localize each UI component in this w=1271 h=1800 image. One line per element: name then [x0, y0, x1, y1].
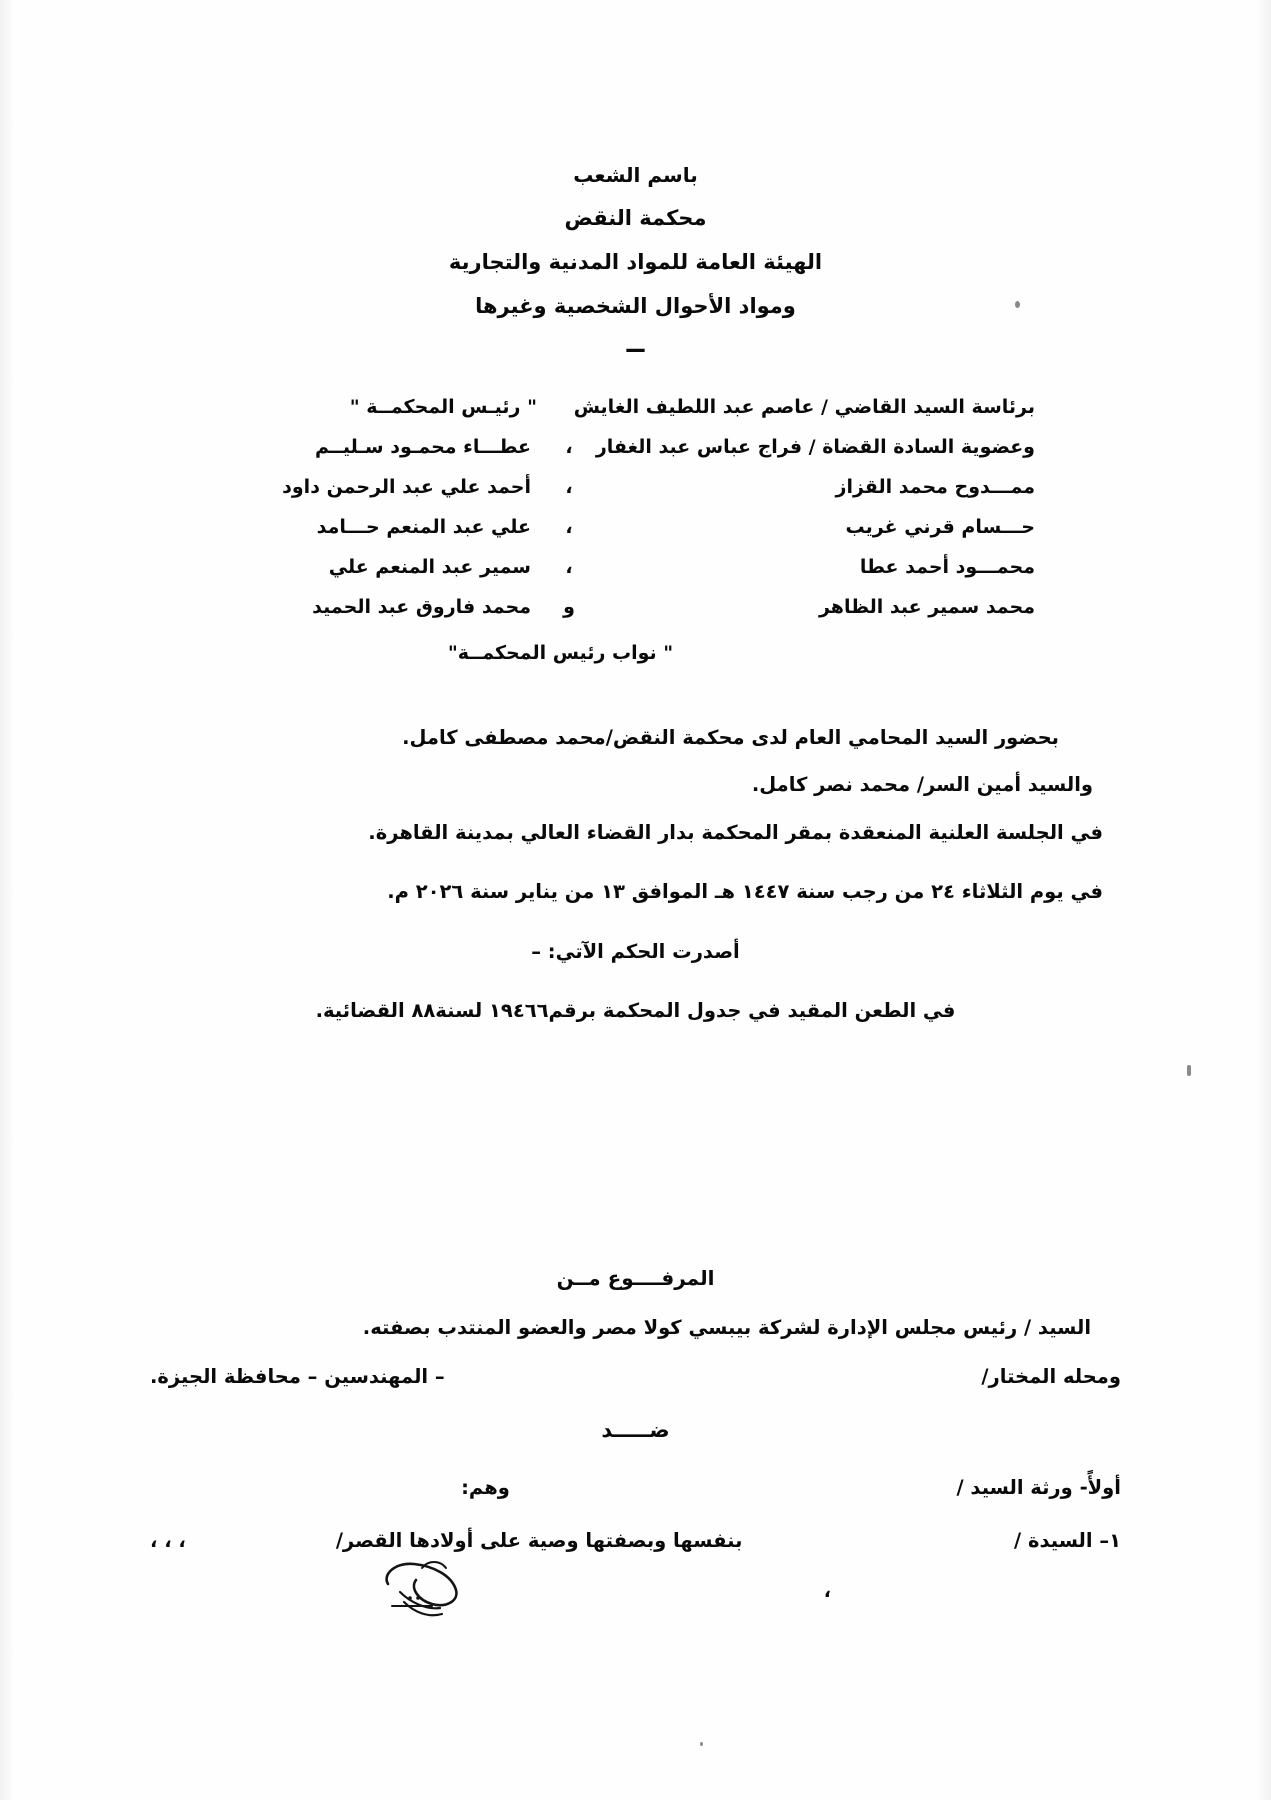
presiding-judge-name: برئاسة السيد القاضي / عاصم عبد اللطيف الغايش — [573, 396, 1035, 418]
respondent-item-description: بنفسها وبصفتها وصية على أولادها القصر/ — [335, 1529, 743, 1552]
scan-edge-right — [1257, 0, 1271, 1800]
scan-speck — [1187, 1065, 1191, 1076]
case-reference-line: في الطعن المقيد في جدول المحكمة برقم١٩٤٦٦ لسنة٨٨ القضائية. — [315, 998, 956, 1022]
presiding-judge-role: " رئيـس المحكمــة " — [349, 396, 537, 418]
title-separator-dash: ــ — [626, 329, 645, 359]
page-title-in-name-of-people: باسم الشعب — [573, 163, 698, 187]
filed-by-heading: المرفــــوع مــن — [556, 1266, 715, 1290]
panel-row-member-judges-3 — [150, 516, 1121, 556]
appellant-line: السيد / رئيس مجلس الإدارة لشركة بيبسي كولا مصر والعضو المنتدب بصفته. — [362, 1316, 1091, 1339]
verdict-intro-line: أصدرت الحكم الآتي: – — [531, 939, 740, 963]
court-chamber-personal-status: ومواد الأحوال الشخصية وغيرها — [475, 294, 796, 318]
respondent-heading-row — [150, 1476, 1121, 1499]
respondent-note: وهم: — [461, 1476, 510, 1499]
secretary-line: والسيد أمين السر/ محمد نصر كامل. — [751, 773, 1093, 797]
signature-strokes — [370, 1540, 500, 1630]
panel-row-member-judges-4 — [150, 556, 1121, 596]
panel-separator: ، — [565, 556, 573, 578]
parties-section — [150, 1240, 1121, 1602]
panel-separator: ، — [565, 436, 573, 458]
document-body — [150, 700, 1121, 1046]
session-location-line: في الجلسة العلنية المنعقدة بمقر المحكمة بدار القضاء العالي بمدينة القاهرة. — [368, 820, 1103, 844]
respondent-item-number: ١– السيدة / — [1014, 1529, 1121, 1552]
scan-speck — [700, 1742, 703, 1746]
member-judge-name-4: أحمد علي عبد الرحمن داود — [282, 476, 531, 498]
member-judge-name-9: محمد سمير عبد الظاهر — [818, 596, 1035, 618]
member-judge-name-6: علي عبد المنعم حـــامد — [316, 516, 531, 538]
panel-separator: ، — [565, 476, 573, 498]
panel-row-member-judges-2 — [150, 476, 1121, 516]
scan-edge-left — [0, 0, 14, 1800]
panel-row-member-judges-5 — [150, 596, 1121, 636]
court-name: محكمة النقض — [564, 206, 707, 230]
attorney-general-line: بحضور السيد المحامي العام لدى محكمة النقض/محمد مصطفى كامل. — [402, 726, 1059, 749]
member-judge-name-2: عطـــاء محمـود سـليــم — [315, 436, 531, 458]
judicial-panel — [150, 396, 1121, 664]
appellant-address-label: ومحله المختار/ — [981, 1365, 1121, 1388]
deputies-role-label: " نواب رئيس المحكمــة" — [447, 642, 674, 664]
respondent-heading: أولأً- ورثة السيد / — [956, 1476, 1121, 1499]
appellant-address-value: – المهندسين – محافظة الجيزة. — [150, 1365, 445, 1388]
appellant-address-row — [150, 1365, 1121, 1388]
court-chamber-civil-commercial: الهيئة العامة للمواد المدنية والتجارية — [448, 250, 823, 274]
panel-row-member-judges-1 — [150, 436, 1121, 476]
panel-separator-and: و — [563, 596, 575, 618]
versus-separator: ضـــــد — [601, 1418, 670, 1442]
redaction-commas: ، ، ، — [150, 1529, 186, 1552]
panel-row-presiding-judge — [150, 396, 1121, 436]
member-judge-name-7: محمـــود أحمد عطا — [859, 556, 1035, 578]
member-judge-name-5: حـــسام قرني غريب — [845, 516, 1035, 538]
handwritten-signature — [370, 1540, 500, 1630]
panel-separator: ، — [565, 516, 573, 538]
trailing-comma-mark: ، — [823, 1580, 831, 1602]
respondent-item-row — [150, 1529, 1121, 1552]
member-judge-name-8: سمير عبد المنعم علي — [328, 556, 531, 578]
member-judge-name-3: ممـــدوح محمد القزاز — [835, 476, 1035, 498]
document-title-block — [150, 165, 1121, 363]
member-judge-name-1: وعضوية السادة القضاة / فراج عباس عبد الغفار — [595, 436, 1035, 458]
session-date-line: في يوم الثلاثاء ٢٤ من رجب سنة ١٤٤٧ هـ الموافق ١٣ من يناير سنة ٢٠٢٦ م. — [387, 880, 1103, 904]
member-judge-name-10: محمد فاروق عبد الحميد — [312, 596, 531, 618]
